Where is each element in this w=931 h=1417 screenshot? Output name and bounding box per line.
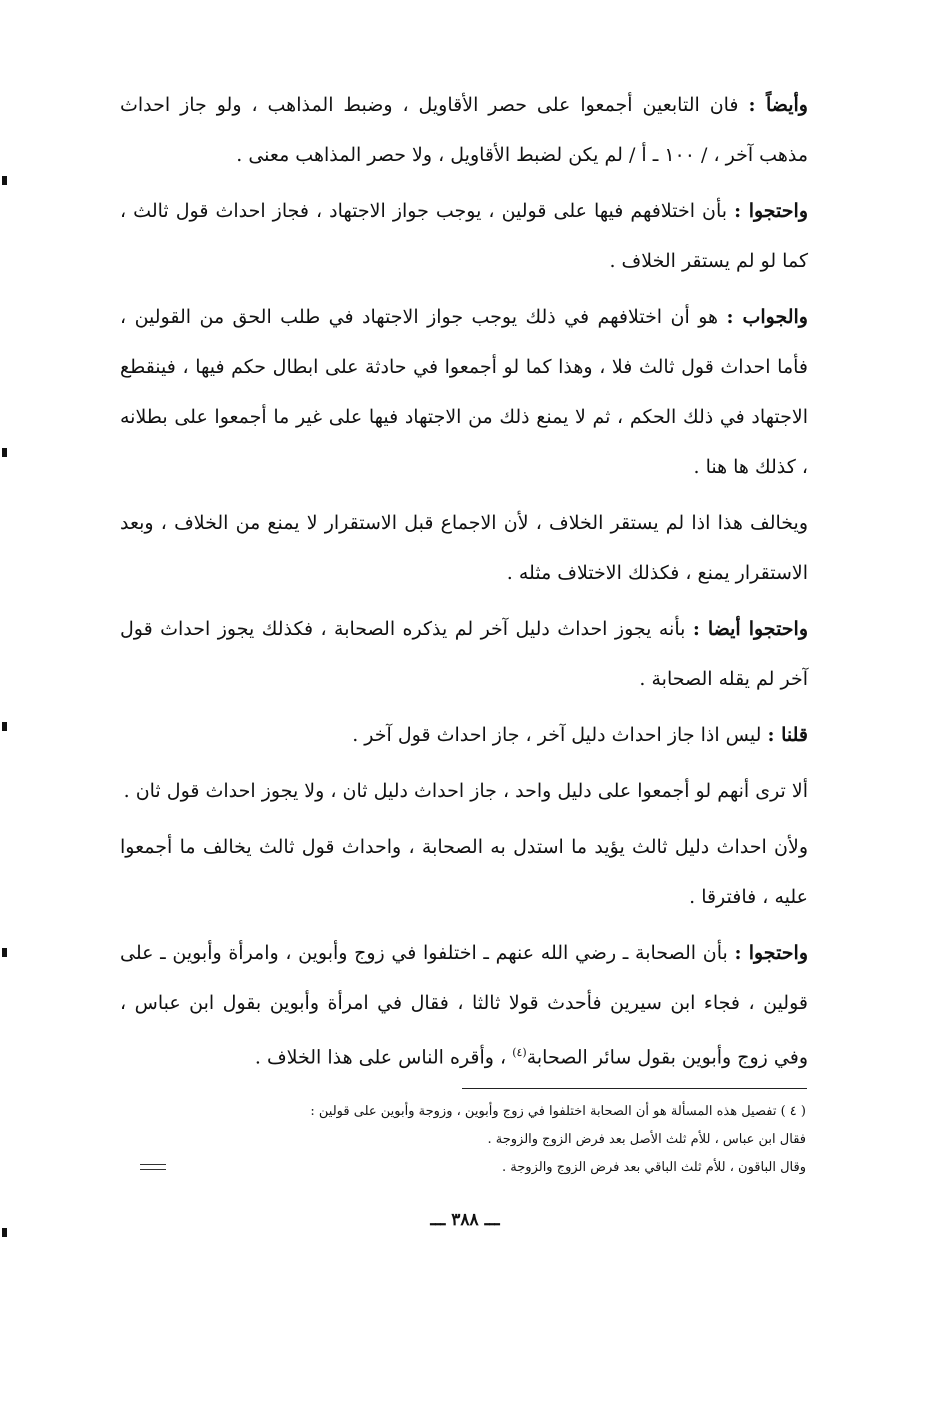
footnotes — [186, 1098, 806, 1182]
paragraph-text: ألا ترى أنهم لو أجمعوا على دليل واحد ، جاز احداث دليل ثان ، ولا يجوز احداث قول ثان . — [123, 780, 808, 802]
paragraph-label: واحتجوا : — [734, 200, 808, 222]
footnote-separator — [462, 1088, 807, 1089]
scan-edge-mark — [2, 1228, 7, 1237]
paragraph-text: بأن الصحابة ـ رضي الله عنهم ـ اختلفوا في زوج وأبوين ، وامرأة وأبوين ـ على قولين ، فجاء ابن سيرين فأحدث قولا ثالثا ، فقال في امرأة وأبوين بقول ابن عباس ، وفي زوج وأبوين بقول سائر الصحابة — [120, 942, 808, 1069]
paragraph-text: ويخالف هذا اذا لم يستقر الخلاف ، لأن الاجماع قبل الاستقرار لا يمنع من الخلاف ، وبعد الاستقرار يمنع ، فكذلك الاختلاف مثله . — [120, 512, 808, 584]
paragraph — [120, 928, 808, 1082]
paragraph — [120, 710, 808, 760]
paragraph-text: بأنه يجوز احداث دليل آخر لم يذكره الصحابة ، فكذلك يجوز احداث قول آخر لم يقله الصحابة . — [120, 618, 808, 690]
page-number: ـــ ٣٨٨ ـــ — [430, 1210, 500, 1230]
paragraph-label: قلنا : — [767, 724, 808, 746]
paragraph-label: واحتجوا أيضا : — [692, 618, 809, 640]
paragraph-text: ولأن احداث دليل ثالث يؤيد ما استدل به الصحابة ، واحداث قول ثالث يخالف ما أجمعوا عليه ، فافترقا . — [120, 836, 808, 908]
paragraph — [120, 186, 808, 286]
paragraph-label: واحتجوا : — [734, 942, 808, 964]
scan-edge-mark — [2, 722, 7, 731]
paragraph-text: ليس اذا جاز احداث دليل آخر ، جاز احداث قول آخر . — [352, 724, 768, 746]
paragraph-text: فان التابعين أجمعوا على حصر الأقاويل ، وضبط المذاهب ، ولو جاز احداث مذهب آخر ، / ١٠٠ ـ أ / لم يكن لضبط الأقاويل ، ولا حصر المذاهب معنى . — [120, 94, 808, 166]
footnote-line: فقال ابن عباس ، للأم ثلث الأصل بعد فرض الزوج والزوجة . — [487, 1132, 806, 1147]
paragraph — [120, 766, 808, 816]
paragraph-label: والجواب : — [726, 306, 808, 328]
paragraph-text: بأن اختلافهم فيها على قولين ، يوجب جواز الاجتهاد ، فجاز احداث قول ثالث ، كما لو لم يستقر الخلاف . — [120, 200, 808, 272]
footnote-line: ( ٤ ) تفصيل هذه المسألة هو أن الصحابة اختلفوا في زوج وأبوين ، وزوجة وأبوين على قولين : — [310, 1104, 806, 1119]
paragraph-label: وأيضاً : — [748, 94, 808, 116]
paragraph — [120, 80, 808, 180]
double-rule-mark — [140, 1164, 166, 1170]
paragraph — [120, 292, 808, 492]
paragraph — [120, 604, 808, 704]
paragraph — [120, 822, 808, 922]
scan-edge-mark — [2, 948, 7, 957]
main-text — [120, 80, 808, 1088]
footnote-reference: (٤) — [512, 1046, 527, 1059]
paragraph-text: هو أن اختلافهم في ذلك يوجب جواز الاجتهاد في طلب الحق من القولين ، فأما احداث قول ثالث فلا ، وهذا كما لو أجمعوا في حادثة على ابطال حكم فيها ، فينقطع الاجتهاد في ذلك الحكم ، ثم لا يمنع ذلك من الاجتهاد فيها على غير ما أجمعوا على بطلانه ، كذلك ها هنا . — [120, 306, 808, 478]
paragraph-text-tail: ، وأقره الناس على هذا الخلاف . — [254, 1046, 513, 1069]
paragraph — [120, 498, 808, 598]
scan-edge-mark — [2, 176, 7, 185]
scan-edge-mark — [2, 448, 7, 457]
footnote-line: وقال الباقون ، للأم ثلث الباقي بعد فرض الزوج والزوجة . — [502, 1160, 806, 1175]
